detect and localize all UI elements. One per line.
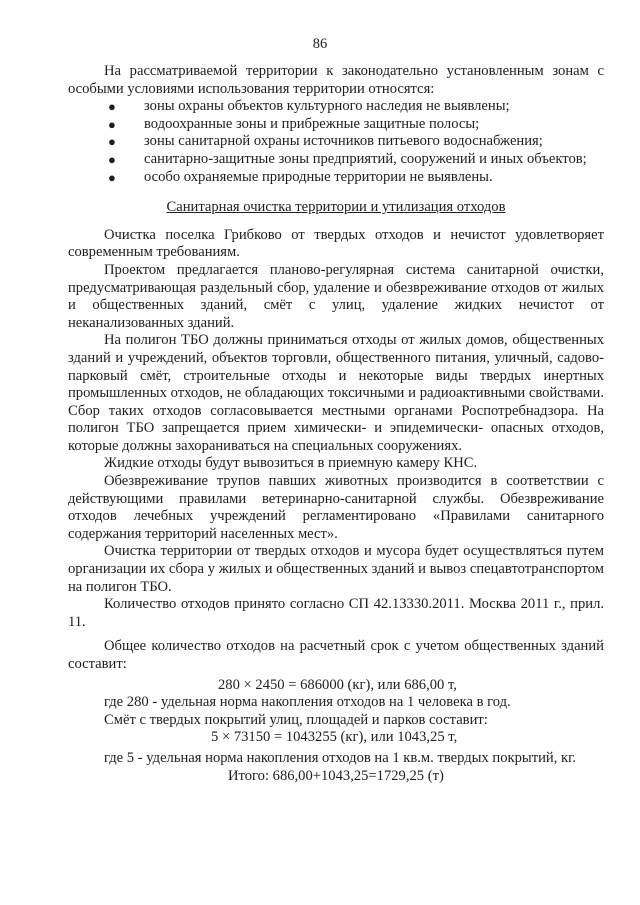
formula-sweep: 5 × 73150 = 1043255 (кг), или 1043,25 т, <box>211 729 458 746</box>
bullet-icon: ● <box>108 99 116 115</box>
paragraph-landfill: На полигон ТБО должны приниматься отходы от жилых домов, общественных зданий и учреждений, объектов торговли, общественного питания, уличный, садово-парковый смёт, строительные отходы и некоторые виды твердых инертных промышленных отходов, не обладающих токсичными и радиоактивными свойствами. Сбор таких отходов согласовывается местными органами Роспотребнадзора. На полигон ТБО запрещается прием химически- и эпидемически- опасных отходов, которые должны захораниваться на специальных сооружениях. <box>68 332 604 454</box>
note-sweep-norm: где 5 - удельная норма накопления отходов на 1 кв.м. твердых покрытий, кг. <box>104 749 577 766</box>
bullet-icon: ● <box>108 169 116 185</box>
page-number: 86 <box>312 36 328 52</box>
section-heading: Санитарная очистка территории и утилизация отходов <box>166 199 506 216</box>
paragraph-norms: Количество отходов принято согласно СП 42.13330.2011. Москва 2011 г., прил. 11. <box>68 596 604 630</box>
note-household-norm: где 280 - удельная норма накопления отходов на 1 человека в год. <box>104 694 511 711</box>
list-item: ● водоохранные зоны и прибрежные защитные полосы; <box>108 115 480 132</box>
zones-bullet-list <box>68 98 604 186</box>
bullet-icon: ● <box>108 151 116 167</box>
intro-paragraph: На рассматриваемой территории к законодательно установленным зонам с особыми условиями использования территории относятся: <box>68 63 604 97</box>
formula-household-waste: 280 × 2450 = 686000 (кг), или 686,00 т, <box>218 676 457 693</box>
list-item: ● зоны охраны объектов культурного наследия не выявлены; <box>108 98 510 115</box>
sweep-intro: Смёт с твердых покрытий улиц, площадей и парков составит: <box>104 711 488 728</box>
paragraph-liquid-waste: Жидкие отходы будут вывозиться в приемную камеру КНС. <box>104 455 478 472</box>
paragraph-system: Проектом предлагается планово-регулярная система санитарной очистки, предусматривающая раздельный сбор, удаление и обезвреживание отходов от жилых и общественных зданий, смёт с улиц, удаление жидких нечистот от неканализованных зданий. <box>68 261 604 331</box>
document-body <box>68 63 604 785</box>
total-line: Итого: 686,00+1043,25=1729,25 (т) <box>228 767 444 784</box>
list-item: ● зоны санитарной охраны источников питьевого водоснабжения; <box>108 133 543 150</box>
list-item: ● особо охраняемые природные территории не выявлены. <box>108 168 493 185</box>
list-item: ● санитарно-защитные зоны предприятий, сооружений и иных объектов; <box>108 150 587 167</box>
bullet-icon: ● <box>108 134 116 150</box>
paragraph-disposal: Обезвреживание трупов павших животных производится в соответствии с действующими правилами ветеринарно-санитарной службы. Обезвреживание отходов лечебных учреждений регламентировано «Правилами санитарного содержания территорий населенных мест». <box>68 473 604 542</box>
paragraph-total-amount: Общее количество отходов на расчетный срок с учетом общественных зданий составит: <box>68 638 604 672</box>
paragraph-collection: Очистка территории от твердых отходов и мусора будет осуществляться путем организации их сбора у жилых и общественных зданий и вывоз спецавтотранспортом на полигон ТБО. <box>68 543 604 595</box>
paragraph-cleaning: Очистка поселка Грибково от твердых отходов и нечистот удовлетворяет современным требованиям. <box>68 226 604 261</box>
bullet-icon: ● <box>108 116 116 132</box>
